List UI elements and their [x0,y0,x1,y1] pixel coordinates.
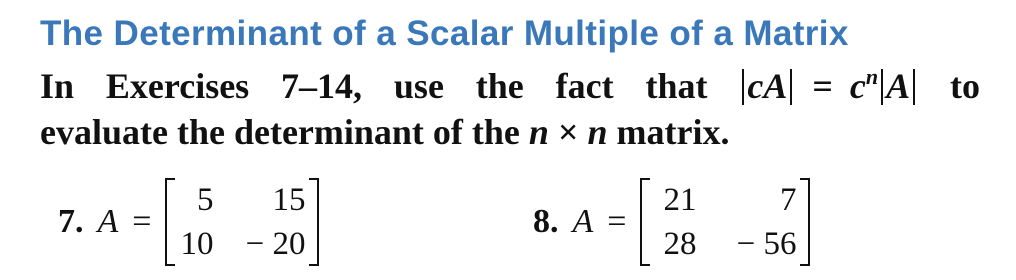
instruction-word: Exercises [105,66,250,106]
matrix-variable: A [97,203,119,240]
abs-bar [790,69,792,105]
left-bracket [165,178,175,266]
matrix-entry: 5 [196,181,214,218]
matrix [165,178,319,266]
instruction-word: fact [555,66,614,106]
abs-bar [881,69,883,105]
exercise-7 [58,176,319,268]
matrix-grid [175,178,309,266]
formula-scalar-power: c [849,66,866,106]
matrix-entry: 15 [272,181,306,218]
matrix-entry: 10 [180,225,214,262]
instruction-word: to [949,66,980,106]
instruction-text: matrix. [607,112,730,152]
abs-bar [742,69,744,105]
formula-scalar: c [747,66,764,106]
matrix-entry: 21 [663,181,697,218]
instruction-line-1 [40,66,980,105]
formula-equals: = [812,66,833,106]
matrix-entry: − 20 [245,225,306,262]
exercise-number: 8. [533,203,559,240]
equals-sign: = [607,203,627,240]
instruction-word: 7–14, [281,66,363,106]
exercise-8 [533,176,810,268]
instruction-text: evaluate the determinant of the [40,112,529,152]
matrix-entry: − 56 [736,225,797,262]
instruction-word: use [393,66,444,106]
section-heading: The Determinant of a Scalar Multiple of a Matrix [40,14,849,53]
equals-sign: = [132,203,152,240]
matrix [640,178,810,266]
instruction-word: the [475,66,524,106]
formula-matrix: A [886,66,911,106]
instruction-word: that [645,66,708,106]
instruction-word: In [40,66,75,106]
left-bracket [640,178,650,266]
dimension-n: n [528,112,549,152]
formula-exponent: n [865,64,879,89]
matrix-variable: A [572,203,594,240]
instruction-line-2 [40,114,729,150]
matrix-entry: 7 [779,181,797,218]
right-bracket [309,178,319,266]
abs-bar [913,69,915,105]
right-bracket [800,178,810,266]
formula-matrix: A [763,66,788,106]
matrix-entry: 28 [663,225,697,262]
times-sign: × [548,112,588,152]
determinant-formula [739,66,918,105]
matrix-grid [650,178,800,266]
dimension-n: n [587,112,608,152]
exercise-number: 7. [58,203,84,240]
